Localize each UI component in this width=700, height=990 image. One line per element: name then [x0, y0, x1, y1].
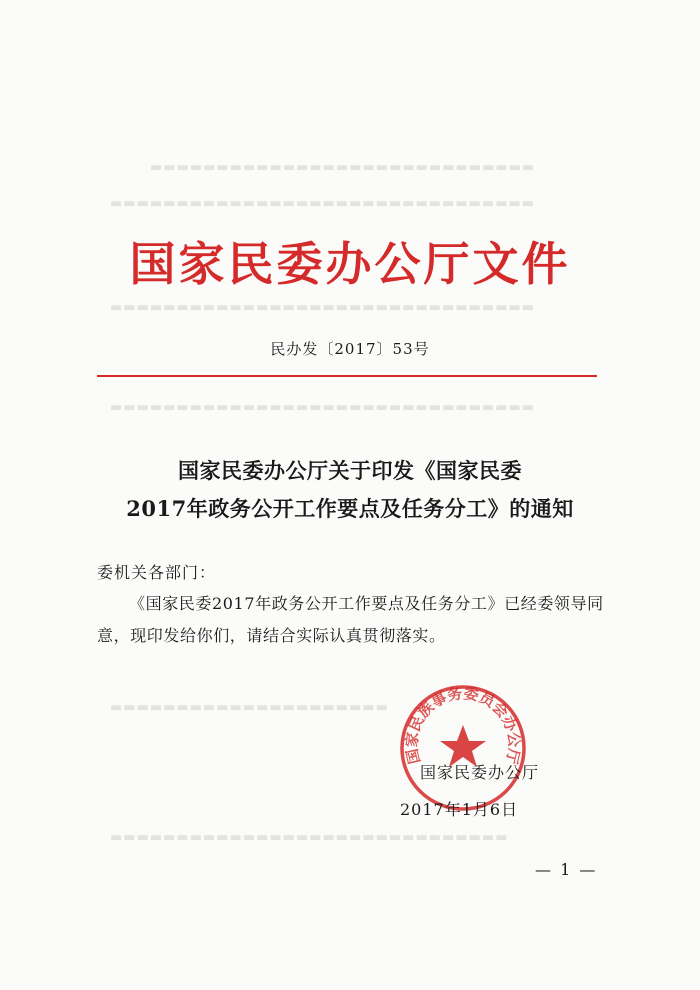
title-line-2: 2017年政务公开工作要点及任务分工》的通知	[126, 496, 574, 521]
svg-text:国家民族事务委员会办公厅: 国家民族事务委员会办公厅	[402, 684, 524, 766]
red-separator-line	[97, 375, 597, 377]
official-seal	[398, 683, 528, 813]
issuer-banner: 国家民委办公厅文件	[129, 237, 571, 291]
show-through-lines: ▬▬▬▬▬▬▬▬▬▬▬▬▬▬▬▬▬▬▬▬▬▬▬▬▬▬▬▬▬▬▬▬	[110, 300, 536, 315]
show-through-lines: ▬▬▬▬▬▬▬▬▬▬▬▬▬▬▬▬▬▬▬▬▬▬▬▬▬▬▬▬▬▬▬▬	[110, 196, 536, 211]
show-through-lines: ▬▬▬▬▬▬▬▬▬▬▬▬▬▬▬▬▬▬▬▬▬▬▬▬▬▬▬▬▬▬▬▬	[110, 400, 536, 415]
show-through-lines: ▬▬▬▬▬▬▬▬▬▬▬▬▬▬▬▬▬▬▬▬▬	[110, 700, 389, 715]
addressee: 委机关各部门：	[97, 563, 217, 582]
title-line-1: 国家民委办公厅关于印发《国家民委	[178, 458, 522, 483]
body-paragraph: 《国家民委2017年政务公开工作要点及任务分工》已经委领导同意，现印发给你们，请结合实际认真贯彻落实。	[97, 594, 604, 645]
page-number: — 1 —	[535, 860, 598, 879]
document-title	[0, 452, 700, 528]
show-through-lines: ▬▬▬▬▬▬▬▬▬▬▬▬▬▬▬▬▬▬▬▬▬▬▬▬▬▬▬▬▬	[150, 160, 536, 175]
document-number: 民办发〔2017〕53号	[270, 340, 430, 358]
issuer-signature: 国家民委办公厅	[420, 763, 540, 782]
show-through-lines: ▬▬▬▬▬▬▬▬▬▬▬▬▬▬▬▬▬▬▬▬▬▬▬▬▬▬▬▬▬▬	[110, 830, 509, 845]
issue-date: 2017年1月6日	[400, 800, 519, 819]
